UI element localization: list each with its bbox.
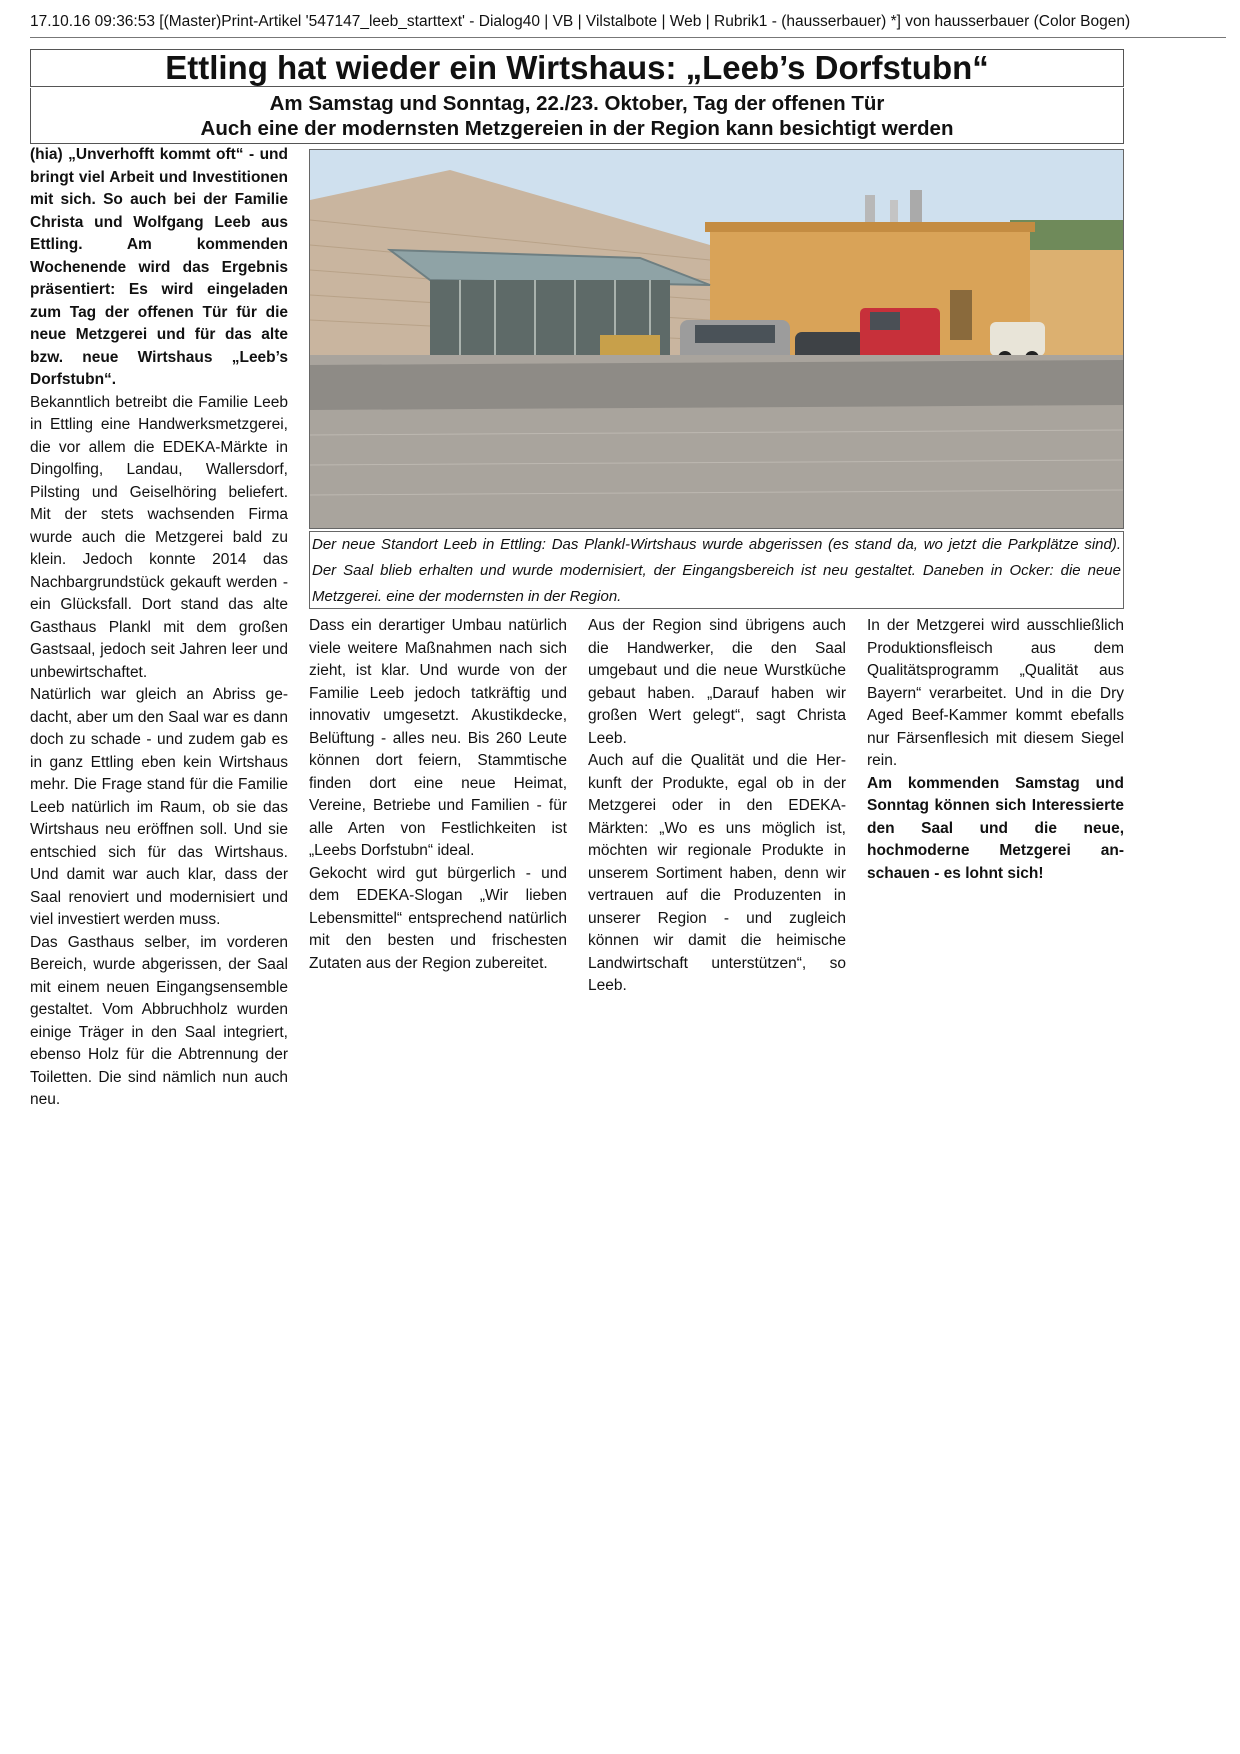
article-intro: (hia) „Unverhofft kommt oft“ - und bringt viel Arbeit und Investitionen mit sich. So auch bei der Familie Christa und Wolfgang Leeb aus Ettling. Am kommenden Wochenende wird das Ergebnis präsentiert: Es wird eingeladen zum Tag der offenen Tür für die neue Metzgerei und für das alte bzw. neue Wirtshaus „Leeb’s Dorfstubn“. bbox=[30, 146, 288, 388]
subheadline bbox=[30, 88, 1124, 144]
article-closing: Am kommenden Samstag und Sonntag können sich Interessierte den Saal und die neue, hochmoderne Metzgerei anschauen - es lohnt sich! bbox=[867, 774, 1124, 882]
article-column-1 bbox=[30, 144, 288, 1112]
photo-illustration bbox=[310, 150, 1124, 529]
print-metadata-line: 17.10.16 09:36:53 [(Master)Print-Artikel '547147_leeb_starttext' - Dialog40 | VB | Vilstalbote | Web | Rubrik1 - (hausserbauer) *] von hausserbauer (Color Bogen) bbox=[30, 13, 1131, 30]
article-paragraph-4: Dass ein derartiger Umbau natürlich viele weitere Maßnahmen nach sich zieht, ist klar. Und wurde von der Familie Leeb jedoch tatkräftig und innovativ umgesetzt. Akustikdecke, Belüftung - alles neu. Bis 260 Leute können dort feiern, Stammtische finden dort eine neue Heimat, Vereine, Betriebe und Familien - für alle Arten von Festlichkeiten ist „Leebs Dorfstubn“ ideal. bbox=[309, 617, 567, 859]
article-paragraph-5: Gekocht wird gut bürgerlich - und dem EDEKA-Slogan „Wir lieben Lebensmittel“ entsprechend natürlich mit den besten und frischesten Zutaten aus der Region zubereitet. bbox=[309, 864, 567, 972]
article-column-2 bbox=[309, 615, 567, 975]
photo-caption: Der neue Standort Leeb in Ettling: Das Plankl-Wirtshaus wurde abgerissen (es stand da, wo jetzt die Parkplätze sind). Der Saal blieb erhalten und wurde modernisiert, der Eingangsbereich ist neu gestaltet. Daneben in Ocker: die neue Metzgerei. eine der modernsten in der Region. bbox=[309, 531, 1124, 609]
article-paragraph-2: Natürlich war gleich an Abriss gedacht, aber um den Saal war es dann doch zu schade - und zudem gab es in ganz Ettling eben kein Wirtshaus mehr. Die Frage stand für die Familie Leeb natürlich im Raum, ob sie das Wirtshaus neu eröffnen soll. Und sie entschied sich für das Wirtshaus. Und damit war auch klar, dass der Saal renoviert und modernisiert und viel investiert werden muss. bbox=[30, 686, 288, 928]
article-paragraph-6: Aus der Region sind übrigens auch die Handwerker, die den Saal umgebaut und die neue Wurstküche gebaut haben. „Darauf haben wir großen Wert gelegt“, sagt Christa Leeb. bbox=[588, 617, 846, 747]
article-paragraph-3: Das Gasthaus selber, im vorderen Bereich, wurde abgerissen, der Saal mit einem neuen Eingangsensemble gestaltet. Vom Abbruchholz wurden einige Träger in den Saal integriert, ebenso Holz für die Abtrennung der Toiletten. Die sind nämlich nun auch neu. bbox=[30, 933, 288, 1108]
header-divider bbox=[30, 37, 1226, 38]
article-column-4 bbox=[867, 615, 1124, 885]
article-paragraph-8: In der Metzgerei wird ausschließlich Produktionsfleisch aus dem Qualitätsprogramm „Qualität aus Bayern“ verarbeitet. Und in die Dry Aged Beef-Kammer kommt ebefalls nur Färsenflesich mit diesem Siegel rein. bbox=[867, 617, 1124, 769]
headline: Ettling hat wieder ein Wirtshaus: „Leeb’s Dorfstubn“ bbox=[30, 49, 1124, 87]
subheadline-line-1: Am Samstag und Sonntag, 22./23. Oktober, Tag der offenen Tür bbox=[269, 92, 885, 115]
article-paragraph-7: Auch auf die Qualität und die Herkunft der Produkte, egal ob in der Metzgerei oder in den EDEKA-Märkten: „Wo es uns möglich ist, möchten wir regionale Produkte in unserem Sortiment haben, denn wir vertrauen auf die Produzenten in unserer Region - und zugleich können wir damit die heimische Landwirtschaft unterstützen“, so Leeb. bbox=[588, 752, 846, 994]
article-column-3 bbox=[588, 615, 846, 998]
subheadline-line-2: Auch eine der modernsten Metzgereien in der Region kann besichtigt werden bbox=[200, 117, 954, 140]
article-paragraph-1: Bekanntlich betreibt die Familie Leeb in Ettling eine Handwerksmetzgerei, die vor allem die EDEKA-Märkte in Dingolfing, Landau, Wallersdorf, Pilsting und Geiselhöring beliefert. Mit der stets wachsenden Firma wurde auch die Metzgerei bald zu klein. Jedoch konnte 2014 das Nachbargrundstück gekauft werden - ein Glücksfall. Dort stand das alte Gasthaus Plankl mit dem großen Gastsaal, jedoch seit Jahren leer und unbewirtschaftet. bbox=[30, 393, 288, 681]
building-photo bbox=[309, 149, 1124, 529]
